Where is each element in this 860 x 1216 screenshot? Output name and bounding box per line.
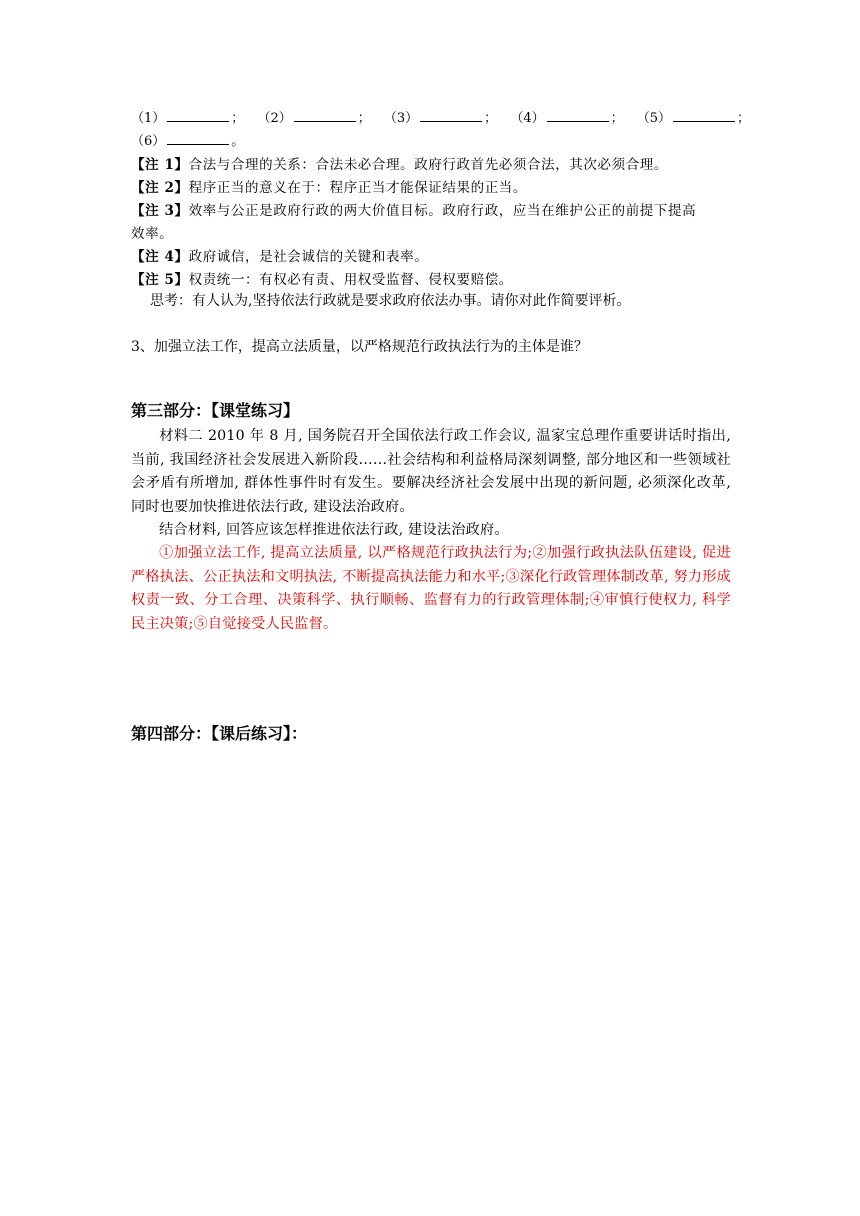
- section-3-heading: 第三部分：【课堂练习】: [131, 401, 300, 420]
- think-prompt: 思考：有人认为,坚持依法行政就是要求政府依法办事。请你对此作简要评析。: [150, 293, 631, 309]
- blank-2[interactable]: （2） ；: [257, 111, 371, 126]
- note-1: 【注 1】合法与合理的关系：合法未必合理。政府行政首先必须合法，其次必须合理。: [131, 157, 668, 173]
- blank-line[interactable]: [294, 110, 356, 122]
- note-2: 【注 2】程序正当的意义在于：程序正当才能保证结果的正当。: [131, 180, 527, 196]
- question-prompt: 结合材料, 回答应该怎样推进依法行政, 建设法治政府。: [159, 522, 509, 538]
- blank-3[interactable]: （3） ；: [383, 111, 498, 126]
- blanks-row-2: [131, 130, 244, 149]
- note-5: 【注 5】权责统一：有权必有责、用权受监督、侵权要赔偿。: [131, 272, 513, 288]
- question-3: 3、加强立法工作，提高立法质量，以严格规范行政执法行为的主体是谁？: [131, 339, 588, 355]
- blank-6[interactable]: （6） 。: [131, 134, 245, 149]
- note-4: 【注 4】政府诚信，是社会诚信的关键和表率。: [131, 249, 429, 265]
- blank-1[interactable]: （1） ；: [131, 111, 245, 126]
- blank-line[interactable]: [167, 133, 229, 145]
- section-4-heading: 第四部分：【课后练习】：: [131, 724, 308, 743]
- blanks-row-1: [131, 107, 759, 126]
- blank-4[interactable]: （4） ；: [510, 111, 624, 126]
- blank-line[interactable]: [673, 110, 735, 122]
- blank-line[interactable]: [420, 110, 482, 122]
- note-3-continued: 效率。: [131, 226, 174, 242]
- material-paragraph: 材料二 2010 年 8 月, 国务院召开全国依法行政工作会议, 温家宝总理作重要讲话时指出, 当前, 我国经济社会发展进入新阶段……社会结构和利益格局深刻调整, 部分地区和一些领域社会矛盾有所增加, 群体性事件时有发生。要解决经济社会发展中出现的新问题, 必须深化改革, 同时也要加快推进依法行政, 建设法治政府。: [131, 428, 731, 515]
- answer-paragraph: ①加强立法工作, 提高立法质量, 以严格规范行政执法行为;②加强行政执法队伍建设, 促进严格执法、公正执法和文明执法, 不断提高执法能力和水平;③深化行政管理体制改革, 努力形成权责一致、分工合理、决策科学、执行顺畅、监督有力的行政管理体制;④审慎行使权力, 科学民主决策;⑤自觉接受人民监督。: [131, 545, 731, 632]
- blank-line[interactable]: [167, 110, 229, 122]
- note-3: 【注 3】效率与公正是政府行政的两大价值目标。政府行政，应当在维护公正的前提下提高: [131, 203, 697, 219]
- blank-line[interactable]: [547, 110, 609, 122]
- blank-5[interactable]: （5） ；: [636, 111, 751, 126]
